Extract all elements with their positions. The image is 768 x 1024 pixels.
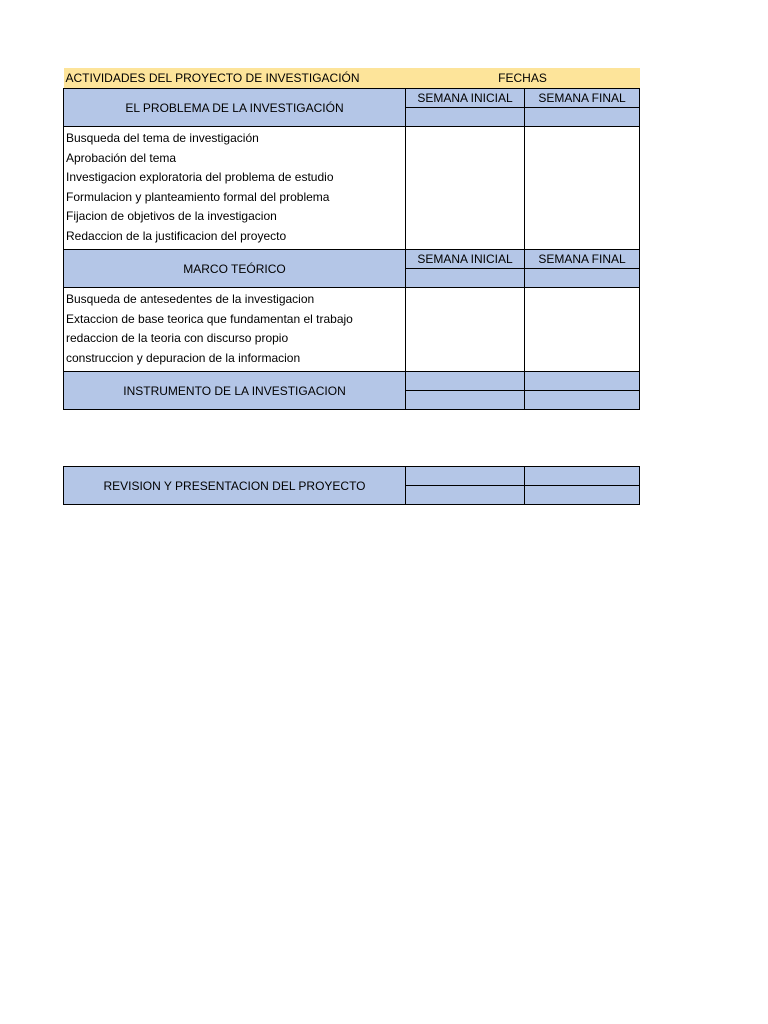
end-week-cell[interactable]	[525, 372, 640, 391]
spacer-row	[64, 410, 640, 467]
activity-item[interactable]: Aprobación del tema	[66, 150, 177, 165]
activity-item[interactable]: Redaccion de la justificacion del proyecto	[66, 228, 287, 243]
end-week-cell[interactable]	[525, 288, 640, 372]
section-header-problem	[64, 89, 640, 108]
activity-item[interactable]: redaccion de la teoria con discurso propio	[66, 331, 289, 345]
activities-theory	[64, 288, 640, 372]
header-row	[64, 68, 640, 89]
end-week-cell[interactable]	[525, 108, 640, 127]
section-header-instrument	[64, 372, 640, 391]
activity-item[interactable]: construccion y depuracion de la informacion	[66, 350, 301, 365]
activity-item[interactable]: Investigacion exploratoria del problema de estudio	[66, 170, 334, 184]
start-week-cell[interactable]	[406, 108, 525, 127]
section-title-instrument[interactable]: INSTRUMENTO DE LA INVESTIGACION	[64, 372, 406, 410]
start-week-cell[interactable]	[406, 269, 525, 288]
schedule-table	[63, 68, 640, 505]
activity-item[interactable]: Fijacion de objetivos de la investigacion	[66, 209, 277, 223]
end-week-cell[interactable]	[525, 269, 640, 288]
section-header-review	[64, 467, 640, 486]
end-week-label[interactable]: SEMANA FINAL	[525, 89, 640, 108]
section-title-review[interactable]: REVISION Y PRESENTACION DEL PROYECTO	[64, 467, 406, 505]
end-week-cell[interactable]	[525, 391, 640, 410]
spacer-cell	[64, 410, 640, 467]
start-week-label[interactable]: SEMANA INICIAL	[406, 250, 525, 269]
end-week-cell[interactable]	[525, 127, 640, 250]
activity-list	[64, 127, 406, 250]
section-title-theory[interactable]: MARCO TEÓRICO	[64, 250, 406, 288]
start-week-cell[interactable]	[406, 372, 525, 391]
start-week-cell[interactable]	[406, 467, 525, 486]
start-week-cell[interactable]	[406, 391, 525, 410]
activity-item[interactable]: Busqueda del tema de investigación	[66, 131, 259, 145]
activity-item[interactable]: Extaccion de base teorica que fundamentan el trabajo	[66, 311, 353, 326]
end-week-label[interactable]: SEMANA FINAL	[525, 250, 640, 269]
end-week-cell[interactable]	[525, 467, 640, 486]
end-week-cell[interactable]	[525, 486, 640, 505]
start-week-cell[interactable]	[406, 127, 525, 250]
spreadsheet	[63, 68, 640, 505]
activity-item[interactable]: Busqueda de antesedentes de la investigacion	[66, 292, 315, 306]
activity-list	[64, 288, 406, 372]
start-week-cell[interactable]	[406, 486, 525, 505]
sheet-title[interactable]: ACTIVIDADES DEL PROYECTO DE INVESTIGACIÓN	[64, 68, 406, 89]
dates-header[interactable]: FECHAS	[406, 68, 640, 89]
activity-item[interactable]: Formulacion y planteamiento formal del problema	[66, 189, 330, 204]
section-header-theory	[64, 250, 640, 269]
activities-problem	[64, 127, 640, 250]
start-week-label[interactable]: SEMANA INICIAL	[406, 89, 525, 108]
start-week-cell[interactable]	[406, 288, 525, 372]
section-title-problem[interactable]: EL PROBLEMA DE LA INVESTIGACIÓN	[64, 89, 406, 127]
